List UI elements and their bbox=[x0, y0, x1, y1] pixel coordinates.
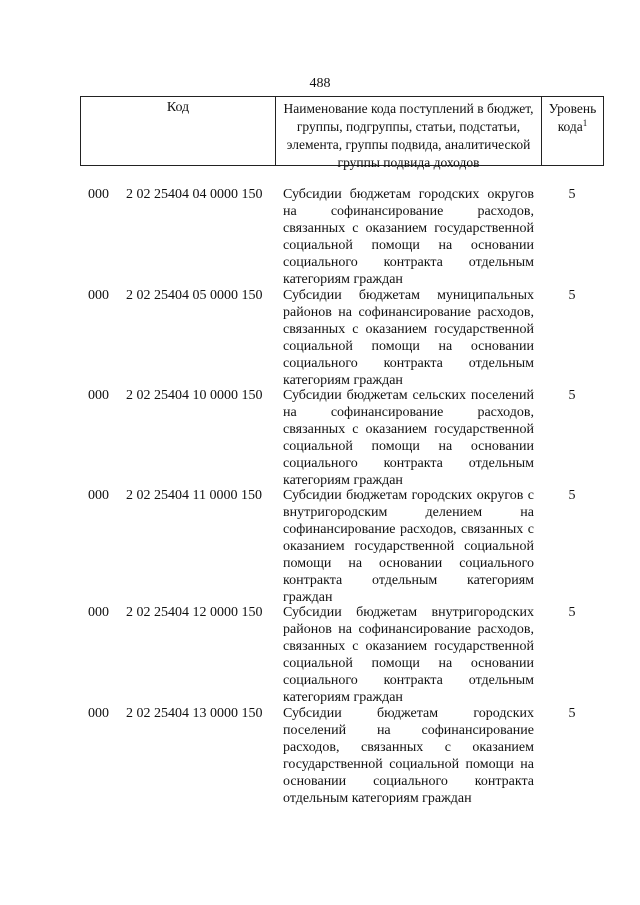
header-code: Код bbox=[81, 97, 276, 165]
row-level: 5 bbox=[568, 288, 576, 303]
row-admin-code: 000 bbox=[88, 488, 109, 503]
table-header bbox=[80, 96, 604, 170]
header-level-footnote: 1 bbox=[582, 118, 588, 128]
row-name: Субсидии бюджетам городских округов на софинансирование расходов, связанных с оказанием государственной социальной помощи на основании социального контракта отдельным категориям граждан bbox=[283, 187, 534, 287]
row-level: 5 bbox=[568, 388, 576, 403]
row-code: 2 02 25404 13 0000 150 bbox=[126, 706, 263, 721]
row-code: 2 02 25404 12 0000 150 bbox=[126, 605, 263, 620]
row-code: 2 02 25404 11 0000 150 bbox=[126, 488, 262, 503]
header-level bbox=[542, 97, 603, 165]
row-level: 5 bbox=[568, 488, 576, 503]
row-admin-code: 000 bbox=[88, 605, 109, 620]
row-level: 5 bbox=[568, 706, 576, 721]
header-level-label: Уровень кода bbox=[548, 101, 597, 134]
header-name: Наименование кода поступлений в бюджет, группы, подгруппы, статьи, подстатьи, элемента, группы подвида, аналитической группы подвида доходов bbox=[276, 97, 542, 165]
row-name: Субсидии бюджетам муниципальных районов на софинансирование расходов, связанных с оказанием государственной социальной помощи на основании социального контракта отдельным категориям граждан bbox=[283, 288, 534, 388]
page-number: 488 bbox=[309, 76, 331, 91]
row-admin-code: 000 bbox=[88, 187, 109, 202]
row-level: 5 bbox=[568, 187, 576, 202]
row-code: 2 02 25404 05 0000 150 bbox=[126, 288, 263, 303]
row-code: 2 02 25404 04 0000 150 bbox=[126, 187, 263, 202]
row-code: 2 02 25404 10 0000 150 bbox=[126, 388, 263, 403]
row-admin-code: 000 bbox=[88, 388, 109, 403]
row-admin-code: 000 bbox=[88, 288, 109, 303]
row-name: Субсидии бюджетам сельских поселений на софинансирование расходов, связанных с оказанием государственной социальной помощи на основании социального контракта отдельным категориям граждан bbox=[283, 388, 534, 488]
row-admin-code: 000 bbox=[88, 706, 109, 721]
row-name: Субсидии бюджетам городских поселений на софинансирование расходов, связанных с оказанием государственной социальной помощи на основании социального контракта отдельным категориям граждан bbox=[283, 706, 534, 806]
row-name: Субсидии бюджетам внутригородских районов на софинансирование расходов, связанных с оказанием государственной социальной помощи на основании социального контракта отдельным категориям граждан bbox=[283, 605, 534, 705]
row-level: 5 bbox=[568, 605, 576, 620]
row-name: Субсидии бюджетам городских округов с внутригородским делением на софинансирование расходов, связанных с оказанием государственной социальной помощи на основании социального контракта отдельным категориям граждан bbox=[283, 488, 534, 605]
